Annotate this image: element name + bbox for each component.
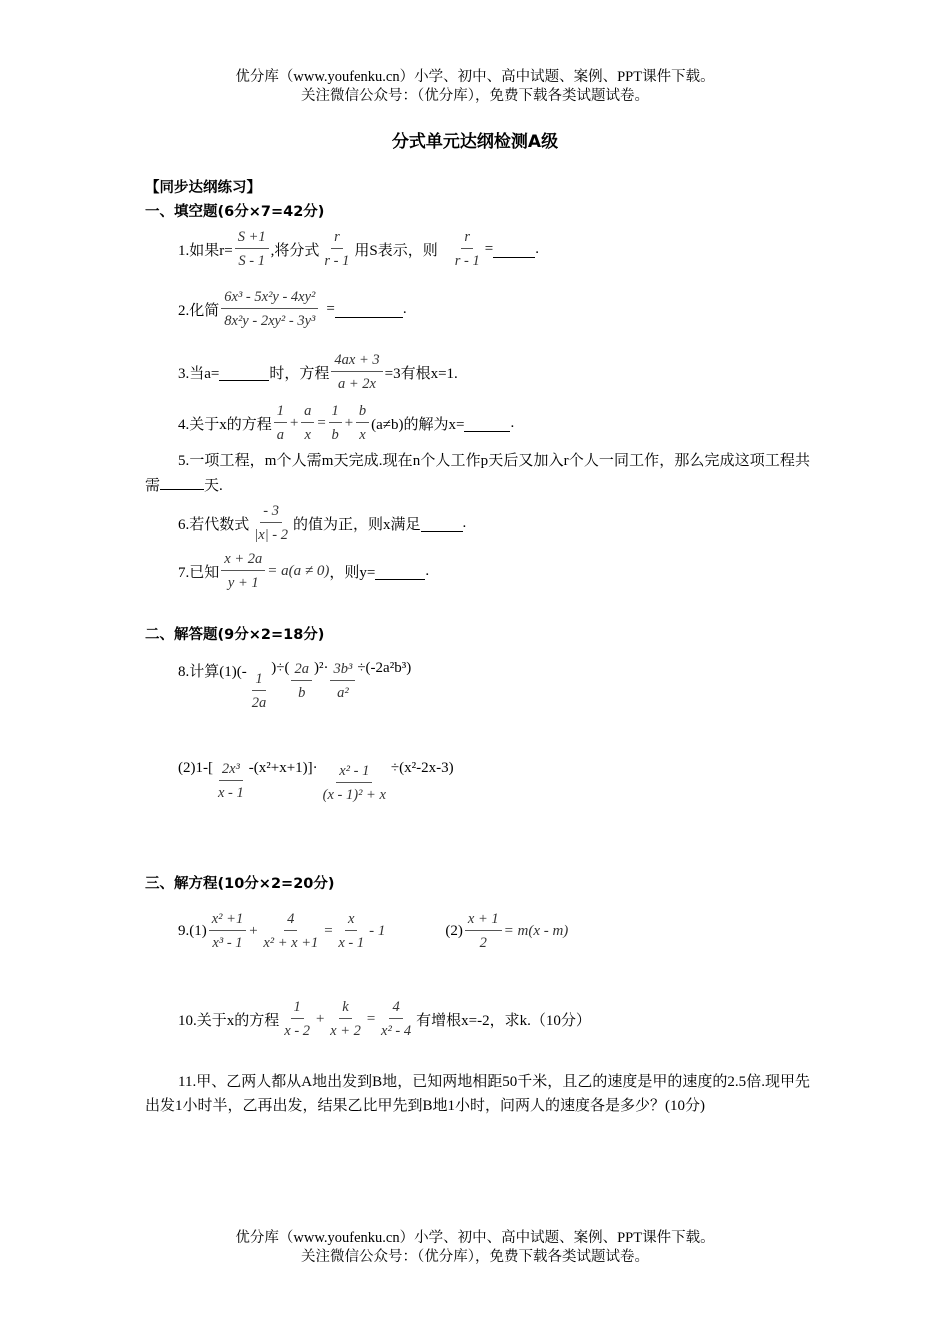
q10-f2-den: x + 2 <box>330 1023 361 1039</box>
q8b-text-b: -(x²+x+1)]· <box>248 760 318 776</box>
q9-fraction-2 <box>260 910 321 952</box>
header-line-1: 优分库（www.youfenku.cn）小学、初中、高中试题、案例、PPT课件下载。 <box>235 69 715 85</box>
q6-answer-blank[interactable] <box>421 515 463 532</box>
q1-f3-num: r <box>461 228 473 249</box>
q1-answer-blank[interactable] <box>493 241 535 258</box>
q9-part-2-expression: = m(x - m) <box>503 922 569 939</box>
q9-text-a: 9.(1) <box>178 922 207 939</box>
q9-f1-num: x² +1 <box>209 910 246 931</box>
q8-fraction-1 <box>249 670 270 712</box>
q4-fraction-4 <box>356 402 369 444</box>
q4-plus-2: + <box>343 414 354 431</box>
q8b-f2-den: (x - 1)² + x <box>322 787 386 803</box>
q8b-f1-num: 2x³ <box>219 760 243 781</box>
footer-line-2: 关注微信公众号：（优分库），免费下载各类试题试卷。 <box>301 1249 649 1265</box>
q2-fraction <box>221 288 318 330</box>
q1-fraction-3 <box>452 228 483 270</box>
q4-f1-den: a <box>276 427 285 443</box>
q7-num: x + 2a <box>221 550 265 571</box>
q5-answer-blank[interactable] <box>160 473 204 490</box>
q8-text-a: 8.计算(1)(- <box>178 664 247 680</box>
q7-den: y + 1 <box>227 575 259 591</box>
question-5 <box>145 449 810 498</box>
q3-num: 4ax + 3 <box>331 351 382 372</box>
q6-den: |x| - 2 <box>254 527 289 543</box>
q7-expression: = a(a ≠ 0) <box>267 562 330 579</box>
q4-answer-blank[interactable] <box>464 415 510 432</box>
q3-text-a: 3.当a= <box>178 365 220 382</box>
q10-plus: + <box>315 1010 326 1027</box>
page-title: 分式单元达纲检测A级 <box>391 132 559 152</box>
q9-part-2-label: (2) <box>445 922 463 939</box>
q7-text-b: ，则y= <box>329 564 376 581</box>
q10-f2-num: k <box>339 998 351 1019</box>
q6-text-c: . <box>462 514 467 531</box>
q1-f1-num: S +1 <box>235 228 269 249</box>
q9-f1-den: x³ - 1 <box>212 935 243 951</box>
q4-fraction-1 <box>274 402 287 444</box>
q3-fraction <box>331 351 382 393</box>
q1-text-d: = <box>484 240 494 257</box>
q4-f3-num: 1 <box>329 402 342 423</box>
q10-text-b: 有增根x=-2，求k.（10分） <box>416 1012 591 1029</box>
q9-f3-num: x <box>345 910 357 931</box>
q6-text-a: 6.若代数式 <box>178 516 250 533</box>
header-line-2: 关注微信公众号：（优分库），免费下载各类试题试卷。 <box>301 88 649 104</box>
q9-f4-den: 2 <box>479 935 487 951</box>
q4-text-c: . <box>510 414 515 431</box>
q8-text-d: ÷(-2a²b³) <box>357 660 412 676</box>
q3-answer-blank[interactable] <box>219 364 269 381</box>
q9-plus: + <box>248 922 259 939</box>
q9-f3-den: x - 1 <box>338 935 365 951</box>
q5-text-a: 5.一项工程，m个人需m天完成.现在n个人工作p天后又加入r个人一同工作，那么完成这项工程共需 <box>145 453 810 494</box>
q8-f2-den: b <box>298 685 306 701</box>
question-6 <box>178 502 466 544</box>
q7-fraction <box>221 550 265 592</box>
q4-f2-den: x <box>304 427 311 443</box>
q7-answer-blank[interactable] <box>375 563 425 580</box>
question-7 <box>178 550 429 592</box>
q4-f1-num: 1 <box>274 402 287 423</box>
q10-text-a: 10.关于x的方程 <box>178 1012 280 1029</box>
q4-fraction-3 <box>329 402 342 444</box>
q2-text-a: 2.化简 <box>178 302 220 319</box>
q8-f1-num: 1 <box>252 670 265 691</box>
q8-fraction-2 <box>291 660 312 702</box>
q8-text-c: )²· <box>313 660 329 676</box>
q10-fraction-1 <box>281 998 313 1040</box>
q4-f3-den: b <box>331 427 339 443</box>
q2-num: 6x³ - 5x²y - 4xy² <box>221 288 318 309</box>
q8b-f1-den: x - 1 <box>217 785 244 801</box>
question-8-part-2 <box>178 760 454 804</box>
q9-equals: = <box>323 922 334 939</box>
q8b-fraction-2 <box>320 762 389 804</box>
question-4 <box>178 402 514 444</box>
q9-f2-den: x² + x +1 <box>263 935 319 951</box>
q9-minus-one: - 1 <box>369 922 386 939</box>
q2-answer-blank[interactable] <box>335 301 403 318</box>
section-sync-practice: 【同步达纲练习】 <box>145 180 261 196</box>
q1-text-b: ,将分式 <box>270 242 320 259</box>
q9-fraction-3 <box>335 910 367 952</box>
q9-f4-num: x + 1 <box>465 910 502 931</box>
question-1 <box>178 228 539 270</box>
q8b-text-a: (2)1-[ <box>178 760 213 776</box>
q1-f2-den: r - 1 <box>324 253 350 269</box>
q4-f4-den: x <box>359 427 366 443</box>
q4-f2-num: a <box>301 402 314 423</box>
page-footer <box>0 1229 950 1267</box>
question-9 <box>178 910 568 952</box>
question-10 <box>178 998 591 1040</box>
q8b-f2-num: x² - 1 <box>336 762 372 783</box>
q4-f4-num: b <box>356 402 369 423</box>
q9-f2-num: 4 <box>284 910 297 931</box>
q1-fraction-2 <box>321 228 352 270</box>
q8b-fraction-1 <box>215 760 247 802</box>
q8-f2-num: 2a <box>291 660 312 681</box>
q10-fraction-2 <box>327 998 364 1040</box>
q7-text-a: 7.已知 <box>178 564 220 581</box>
q4-plus-1: + <box>289 414 300 431</box>
q2-text-c: . <box>402 300 407 317</box>
q8-f3-den: a² <box>337 685 349 701</box>
q4-equals: = <box>316 414 327 431</box>
page-header <box>0 68 950 106</box>
q4-text-a: 4.关于x的方程 <box>178 416 272 433</box>
q5-text-b: 天. <box>204 478 223 494</box>
question-3 <box>178 351 458 393</box>
q10-f3-den: x² - 4 <box>381 1023 412 1039</box>
q7-text-c: . <box>425 562 430 579</box>
q6-fraction <box>251 502 291 544</box>
q1-text-a: 1.如果r= <box>178 242 233 259</box>
question-11: 11.甲、乙两人都从A地出发到B地，已知两地相距50千米，且乙的速度是甲的速度的2.5倍.现甲先出发1小时半，乙再出发，结果乙比甲先到B地1小时，问两人的速度各是多少？(10分) <box>145 1074 810 1114</box>
q1-f2-num: r <box>331 228 343 249</box>
q8-text-b: )÷( <box>271 660 290 676</box>
q1-fraction-1 <box>235 228 269 270</box>
q2-den: 8x²y - 2xy² - 3y³ <box>224 313 316 329</box>
q6-num: - 3 <box>260 502 282 523</box>
q1-f3-den: r - 1 <box>454 253 480 269</box>
q3-den: a + 2x <box>338 376 376 392</box>
section-fill-blank: 一、填空题(6分×7=42分) <box>145 204 325 220</box>
q1-text-c: 用S表示，则 <box>354 242 438 259</box>
q1-text-e: . <box>535 240 539 257</box>
q8-f1-den: 2a <box>251 695 267 711</box>
q1-f1-den: S - 1 <box>238 253 265 269</box>
q8-f3-num: 3b³ <box>330 660 355 681</box>
section-solve-equations: 三、解方程(10分×2=20分) <box>145 876 335 892</box>
q10-f1-den: x - 2 <box>284 1023 311 1039</box>
section-answer-questions: 二、解答题(9分×2=18分) <box>145 627 325 643</box>
q8b-text-c: ÷(x²-2x-3) <box>390 760 454 776</box>
q3-text-c: =3有根x=1. <box>384 365 458 382</box>
question-2 <box>178 288 407 330</box>
q2-text-b: = <box>326 300 335 317</box>
q6-text-b: 的值为正，则x满足 <box>293 516 421 533</box>
q8-fraction-3 <box>330 660 355 702</box>
q3-text-b: 时，方程 <box>269 365 330 382</box>
footer-line-1: 优分库（www.youfenku.cn）小学、初中、高中试题、案例、PPT课件下载。 <box>235 1230 715 1246</box>
q10-f1-num: 1 <box>291 998 304 1019</box>
q4-fraction-2 <box>301 402 314 444</box>
q10-f3-num: 4 <box>389 998 402 1019</box>
q4-text-b: (a≠b)的解为x= <box>371 416 465 433</box>
q10-fraction-3 <box>378 998 414 1040</box>
q10-equals: = <box>365 1010 377 1027</box>
q9-fraction-1 <box>209 910 246 952</box>
q9-fraction-4 <box>465 910 502 952</box>
question-8-part-1 <box>178 660 411 712</box>
